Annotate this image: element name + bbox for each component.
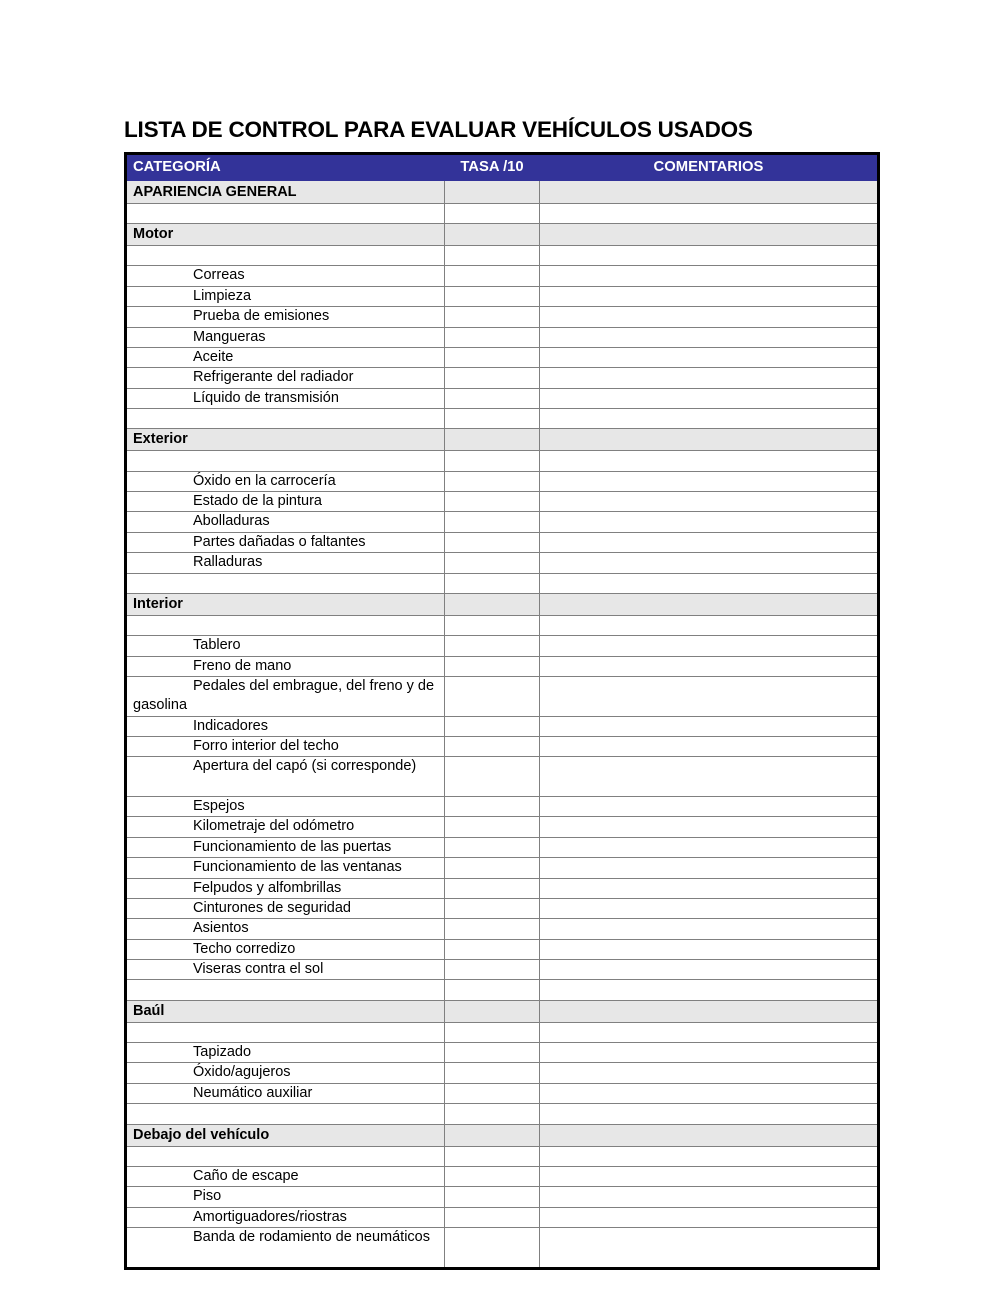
rating-input-cell[interactable] <box>445 347 540 367</box>
rating-input-cell[interactable] <box>445 736 540 756</box>
rating-input-cell[interactable] <box>445 1187 540 1207</box>
rating-input-cell[interactable] <box>445 919 540 939</box>
comments-input-cell[interactable] <box>540 919 879 939</box>
spacer-cell <box>126 409 445 429</box>
checklist-item-label: Ralladuras <box>126 553 445 573</box>
checklist-item-row <box>126 636 879 656</box>
section-header-label: Exterior <box>126 429 445 451</box>
comments-input-cell[interactable] <box>540 347 879 367</box>
checklist-item-row <box>126 837 879 857</box>
comments-input-cell[interactable] <box>540 960 879 980</box>
comments-input-cell[interactable] <box>540 837 879 857</box>
spacer-row <box>126 203 879 223</box>
checklist-item-label: Mangueras <box>126 327 445 347</box>
rating-input-cell <box>445 224 540 246</box>
checklist-item-row <box>126 307 879 327</box>
comments-input-cell[interactable] <box>540 939 879 959</box>
spacer-cell <box>540 203 879 223</box>
rating-input-cell <box>445 180 540 203</box>
checklist-item-row <box>126 327 879 347</box>
checklist-item-label: Felpudos y alfombrillas <box>126 878 445 898</box>
comments-input-cell[interactable] <box>540 388 879 408</box>
rating-input-cell[interactable] <box>445 307 540 327</box>
checklist-item-row <box>126 716 879 736</box>
spacer-cell <box>126 451 445 471</box>
spacer-cell <box>540 1146 879 1166</box>
table-header-row <box>126 153 879 180</box>
spacer-cell <box>445 451 540 471</box>
comments-input-cell[interactable] <box>540 471 879 491</box>
checklist-item-row <box>126 471 879 491</box>
page-title: LISTA DE CONTROL PARA EVALUAR VEHÍCULOS USADOS <box>124 117 753 142</box>
checklist-item-label: Kilometraje del odómetro <box>126 817 445 837</box>
checklist-item-label: Estado de la pintura <box>126 492 445 512</box>
rating-input-cell[interactable] <box>445 878 540 898</box>
comments-input-cell[interactable] <box>540 636 879 656</box>
checklist-item-row <box>126 656 879 676</box>
rating-input-cell[interactable] <box>445 532 540 552</box>
checklist-item-row <box>126 492 879 512</box>
comments-input-cell[interactable] <box>540 1043 879 1063</box>
rating-input-cell[interactable] <box>445 368 540 388</box>
rating-input-cell <box>445 1124 540 1146</box>
spacer-row <box>126 451 879 471</box>
checklist-item-row <box>126 1166 879 1186</box>
rating-input-cell[interactable] <box>445 1166 540 1186</box>
comments-input-cell[interactable] <box>540 656 879 676</box>
checklist-item-row <box>126 858 879 878</box>
comments-input-cell[interactable] <box>540 1228 879 1269</box>
spacer-cell <box>540 1022 879 1042</box>
checklist-item-label: Techo corredizo <box>126 939 445 959</box>
comments-input-cell[interactable] <box>540 817 879 837</box>
checklist-item-label: Neumático auxiliar <box>126 1083 445 1103</box>
spacer-cell <box>445 573 540 593</box>
spacer-row <box>126 1146 879 1166</box>
spacer-cell <box>445 615 540 635</box>
checklist-item-row <box>126 817 879 837</box>
checklist-item-row <box>126 368 879 388</box>
rating-input-cell[interactable] <box>445 1043 540 1063</box>
table-header <box>126 153 879 180</box>
rating-input-cell[interactable] <box>445 492 540 512</box>
rating-input-cell <box>445 429 540 451</box>
checklist-item-row <box>126 1043 879 1063</box>
rating-input-cell[interactable] <box>445 553 540 573</box>
section-header-label: Interior <box>126 593 445 615</box>
checklist-item-label: Abolladuras <box>126 512 445 532</box>
checklist-item-label: Caño de escape <box>126 1166 445 1186</box>
comments-input-cell[interactable] <box>540 1207 879 1227</box>
comments-input-cell[interactable] <box>540 1187 879 1207</box>
checklist-item-row <box>126 553 879 573</box>
checklist-item-label: Indicadores <box>126 716 445 736</box>
spacer-cell <box>540 451 879 471</box>
spacer-row <box>126 1022 879 1042</box>
section-header-row <box>126 224 879 246</box>
checklist-item-label: Apertura del capó (si corresponde) <box>126 757 445 797</box>
comments-input-cell[interactable] <box>540 858 879 878</box>
checklist-item-row <box>126 1207 879 1227</box>
spacer-cell <box>126 980 445 1000</box>
column-header-comentarios: COMENTARIOS <box>540 153 879 180</box>
rating-input-cell[interactable] <box>445 757 540 797</box>
comments-input-cell <box>540 180 879 203</box>
spacer-cell <box>540 573 879 593</box>
rating-input-cell[interactable] <box>445 960 540 980</box>
checklist-item-label: Funcionamiento de las puertas <box>126 837 445 857</box>
comments-input-cell[interactable] <box>540 796 879 816</box>
spacer-row <box>126 980 879 1000</box>
checklist-item-label: Tapizado <box>126 1043 445 1063</box>
comments-input-cell[interactable] <box>540 266 879 286</box>
checklist-item-label: Correas <box>126 266 445 286</box>
spacer-row <box>126 573 879 593</box>
rating-input-cell[interactable] <box>445 512 540 532</box>
checklist-item-label: Forro interior del techo <box>126 736 445 756</box>
comments-input-cell[interactable] <box>540 736 879 756</box>
rating-input-cell[interactable] <box>445 939 540 959</box>
checklist-item-label: Freno de mano <box>126 656 445 676</box>
spacer-cell <box>540 246 879 266</box>
checklist-item-row <box>126 388 879 408</box>
spacer-cell <box>126 573 445 593</box>
checklist-item-row <box>126 347 879 367</box>
comments-input-cell[interactable] <box>540 492 879 512</box>
rating-input-cell[interactable] <box>445 656 540 676</box>
checklist-item-label: Líquido de transmisión <box>126 388 445 408</box>
spacer-cell <box>445 409 540 429</box>
checklist-item-label: Amortiguadores/riostras <box>126 1207 445 1227</box>
rating-input-cell <box>445 593 540 615</box>
spacer-row <box>126 246 879 266</box>
checklist-item-row <box>126 512 879 532</box>
section-header-label: APARIENCIA GENERAL <box>126 180 445 203</box>
spacer-cell <box>126 1146 445 1166</box>
spacer-cell <box>126 615 445 635</box>
table-body <box>126 180 879 1268</box>
rating-input-cell[interactable] <box>445 286 540 306</box>
rating-input-cell[interactable] <box>445 796 540 816</box>
checklist-item-label: Banda de rodamiento de neumáticos <box>126 1228 445 1269</box>
checklist-item-label: Funcionamiento de las ventanas <box>126 858 445 878</box>
section-header-row <box>126 1000 879 1022</box>
checklist-item-row <box>126 532 879 552</box>
spacer-cell <box>126 1022 445 1042</box>
comments-input-cell[interactable] <box>540 286 879 306</box>
checklist-item-row <box>126 1063 879 1083</box>
comments-input-cell <box>540 593 879 615</box>
checklist-item-row <box>126 898 879 918</box>
comments-input-cell[interactable] <box>540 1063 879 1083</box>
comments-input-cell <box>540 1124 879 1146</box>
comments-input-cell[interactable] <box>540 307 879 327</box>
comments-input-cell[interactable] <box>540 716 879 736</box>
spacer-cell <box>445 1022 540 1042</box>
checklist-item-label: Viseras contra el sol <box>126 960 445 980</box>
spacer-cell <box>540 1104 879 1124</box>
checklist-item-label: Prueba de emisiones <box>126 307 445 327</box>
section-header-label: Baúl <box>126 1000 445 1022</box>
checklist-item-label: Cinturones de seguridad <box>126 898 445 918</box>
rating-input-cell[interactable] <box>445 1083 540 1103</box>
comments-input-cell[interactable] <box>540 1083 879 1103</box>
checklist-item-label: Partes dañadas o faltantes <box>126 532 445 552</box>
spacer-cell <box>126 1104 445 1124</box>
checklist-item-row <box>126 1228 879 1269</box>
checklist-item-row <box>126 878 879 898</box>
comments-input-cell[interactable] <box>540 327 879 347</box>
comments-input-cell[interactable] <box>540 677 879 717</box>
checklist-item-label: Asientos <box>126 919 445 939</box>
rating-input-cell[interactable] <box>445 1207 540 1227</box>
comments-input-cell[interactable] <box>540 878 879 898</box>
comments-input-cell[interactable] <box>540 512 879 532</box>
checklist-item-row <box>126 1187 879 1207</box>
spacer-row <box>126 409 879 429</box>
rating-input-cell[interactable] <box>445 327 540 347</box>
spacer-cell <box>126 246 445 266</box>
spacer-cell <box>445 203 540 223</box>
section-header-label: Motor <box>126 224 445 246</box>
column-header-categoria: CATEGORÍA <box>126 153 445 180</box>
rating-input-cell[interactable] <box>445 837 540 857</box>
rating-input-cell[interactable] <box>445 817 540 837</box>
checklist-item-row <box>126 286 879 306</box>
rating-input-cell[interactable] <box>445 266 540 286</box>
spacer-cell <box>445 980 540 1000</box>
rating-input-cell <box>445 1000 540 1022</box>
checklist-item-row <box>126 736 879 756</box>
rating-input-cell[interactable] <box>445 1228 540 1269</box>
section-header-row <box>126 429 879 451</box>
vehicle-inspection-checklist-table <box>124 152 880 1270</box>
comments-input-cell[interactable] <box>540 1166 879 1186</box>
section-header-label: Debajo del vehículo <box>126 1124 445 1146</box>
comments-input-cell[interactable] <box>540 898 879 918</box>
rating-input-cell[interactable] <box>445 677 540 717</box>
checklist-item-label: Tablero <box>126 636 445 656</box>
checklist-item-row <box>126 266 879 286</box>
spacer-row <box>126 615 879 635</box>
rating-input-cell[interactable] <box>445 898 540 918</box>
checklist-item-label: Piso <box>126 1187 445 1207</box>
spacer-cell <box>126 203 445 223</box>
comments-input-cell[interactable] <box>540 532 879 552</box>
comments-input-cell[interactable] <box>540 757 879 797</box>
column-header-tasa: TASA /10 <box>445 153 540 180</box>
checklist-item-label: Espejos <box>126 796 445 816</box>
spacer-cell <box>445 246 540 266</box>
rating-input-cell[interactable] <box>445 471 540 491</box>
section-header-row <box>126 593 879 615</box>
rating-input-cell[interactable] <box>445 1063 540 1083</box>
checklist-item-label: Aceite <box>126 347 445 367</box>
spacer-cell <box>445 1104 540 1124</box>
spacer-cell <box>445 1146 540 1166</box>
rating-input-cell[interactable] <box>445 716 540 736</box>
spacer-cell <box>540 409 879 429</box>
checklist-item-label: Refrigerante del radiador <box>126 368 445 388</box>
comments-input-cell <box>540 429 879 451</box>
checklist-item-row <box>126 939 879 959</box>
rating-input-cell[interactable] <box>445 388 540 408</box>
spacer-cell <box>540 615 879 635</box>
comments-input-cell[interactable] <box>540 368 879 388</box>
checklist-item-label: Óxido en la carrocería <box>126 471 445 491</box>
rating-input-cell[interactable] <box>445 636 540 656</box>
checklist-item-row <box>126 796 879 816</box>
checklist-item-label: Pedales del embrague, del freno y de gasolina <box>126 677 445 717</box>
checklist-item-row <box>126 1083 879 1103</box>
checklist-item-row <box>126 960 879 980</box>
checklist-item-label: Óxido/agujeros <box>126 1063 445 1083</box>
section-header-row <box>126 1124 879 1146</box>
checklist-item-row <box>126 757 879 797</box>
comments-input-cell[interactable] <box>540 553 879 573</box>
comments-input-cell <box>540 1000 879 1022</box>
comments-input-cell <box>540 224 879 246</box>
checklist-item-row <box>126 919 879 939</box>
spacer-row <box>126 1104 879 1124</box>
checklist-item-row <box>126 677 879 717</box>
rating-input-cell[interactable] <box>445 858 540 878</box>
checklist-item-label: Limpieza <box>126 286 445 306</box>
spacer-cell <box>540 980 879 1000</box>
section-header-row <box>126 180 879 203</box>
